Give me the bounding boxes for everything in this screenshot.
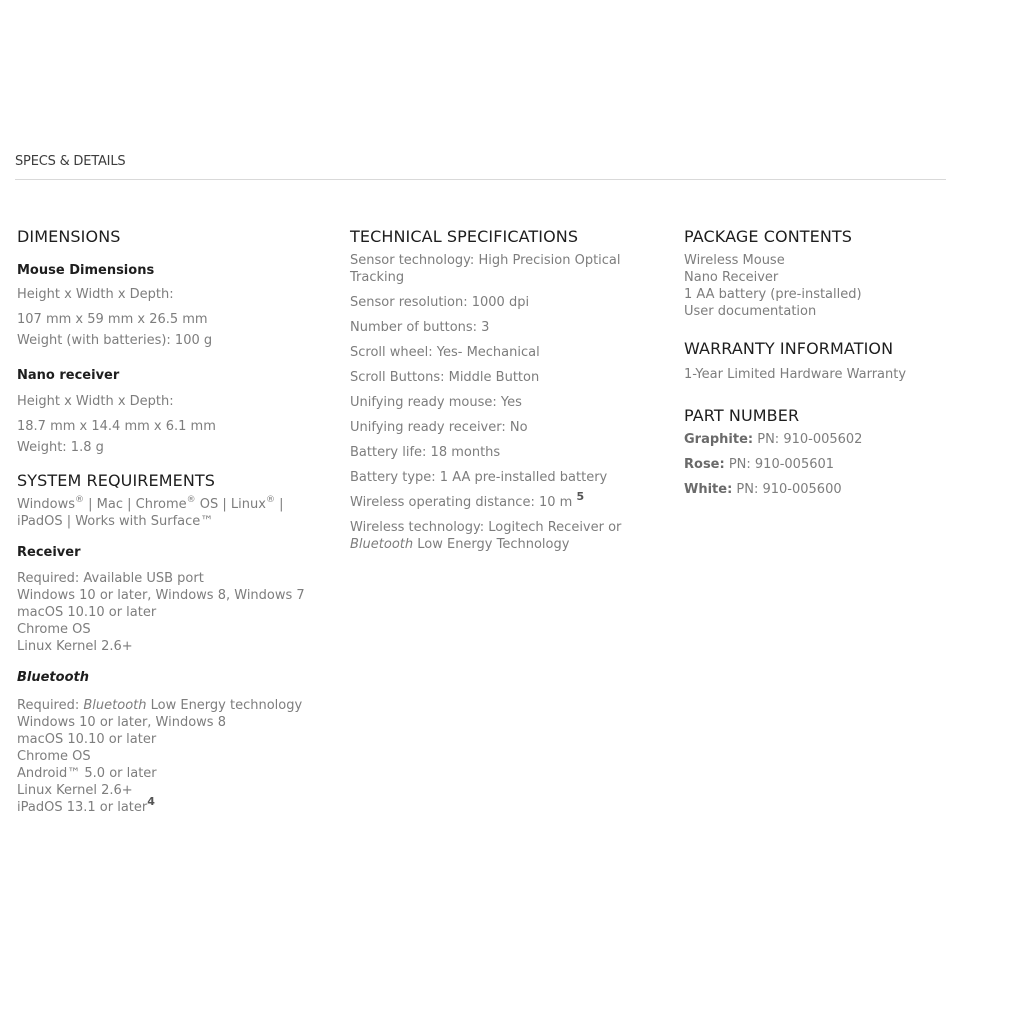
part-number-value: PN: 910-005602 <box>753 432 863 447</box>
section-divider <box>15 179 946 180</box>
nano-receiver-title: Nano receiver <box>17 368 120 383</box>
mouse-dimensions-title: Mouse Dimensions <box>17 263 155 278</box>
bt-req-suffix: Low Energy technology <box>146 698 303 713</box>
bluetooth-requirement-line: Linux Kernel 2.6+ <box>17 783 133 798</box>
bluetooth-requirement-line: Android™ 5.0 or later <box>17 766 157 781</box>
tech-wireless <box>350 519 650 553</box>
technical-heading: TECHNICAL SPECIFICATIONS <box>350 227 579 246</box>
package-list <box>684 252 984 320</box>
part-number-item <box>684 456 984 473</box>
part-number-value: PN: 910-005600 <box>732 482 842 497</box>
bt-req-italic: Bluetooth <box>83 698 147 713</box>
package-item: 1 AA battery (pre-installed) <box>684 287 862 302</box>
footnote-marker: 5 <box>576 489 585 503</box>
part-color-label: Rose: <box>684 457 725 472</box>
tech-distance <box>350 489 650 511</box>
bluetooth-requirement-line: macOS 10.10 or later <box>17 732 157 747</box>
tech-spec-item: Scroll Buttons: Middle Button <box>350 370 540 385</box>
mouse-dims-label: Height x Width x Depth: <box>17 287 174 302</box>
tech-spec-item: Scroll wheel: Yes- Mechanical <box>350 345 540 360</box>
tech-spec-item: Battery type: 1 AA pre-installed battery <box>350 470 608 485</box>
reg-mark: ® <box>75 494 85 505</box>
os-mac-chrome: | Mac | Chrome <box>84 497 187 512</box>
receiver-dims-size: 18.7 mm x 14.4 mm x 6.1 mm <box>17 419 216 434</box>
receiver-weight: Weight: 1.8 g <box>17 440 104 455</box>
part-number-item <box>684 431 984 448</box>
os-chrome-linux: OS | Linux <box>195 497 266 512</box>
receiver-title: Receiver <box>17 545 81 560</box>
mouse-dims-size: 107 mm x 59 mm x 26.5 mm <box>17 312 208 327</box>
part-number-heading: PART NUMBER <box>684 406 800 425</box>
reg-mark: ® <box>186 494 196 505</box>
bluetooth-requirement-line: Windows 10 or later, Windows 8 <box>17 715 226 730</box>
package-heading: PACKAGE CONTENTS <box>684 227 853 246</box>
bluetooth-last-line <box>17 794 307 816</box>
os-compat-line2: iPadOS | Works with Surface™ <box>17 514 214 529</box>
part-number-value: PN: 910-005601 <box>724 457 835 472</box>
package-item: User documentation <box>684 304 817 319</box>
bluetooth-requirements <box>17 714 307 799</box>
warranty-heading: WARRANTY INFORMATION <box>684 339 894 358</box>
package-item: Nano Receiver <box>684 270 779 285</box>
bt-ipados: iPadOS 13.1 or later <box>17 800 148 815</box>
receiver-requirement-line: Linux Kernel 2.6+ <box>17 639 133 654</box>
receiver-requirement-line: Windows 10 or later, Windows 8, Windows 7 <box>17 588 305 603</box>
bluetooth-requirement-line: Chrome OS <box>17 749 91 764</box>
receiver-requirements <box>17 570 307 655</box>
mouse-weight: Weight (with batteries): 100 g <box>17 333 213 348</box>
part-number-item <box>684 481 984 498</box>
receiver-requirement-line: Required: Available USB port <box>17 571 204 586</box>
receiver-dims-label: Height x Width x Depth: <box>17 394 174 409</box>
receiver-requirement-line: Chrome OS <box>17 622 91 637</box>
column-technical <box>350 226 650 553</box>
receiver-requirement-line: macOS 10.10 or later <box>17 605 157 620</box>
wireless-italic: Bluetooth <box>350 537 414 552</box>
part-number-list <box>684 431 984 498</box>
specs-details-title: SPECS & DETAILS <box>15 154 126 169</box>
bluetooth-required <box>17 697 307 714</box>
tech-spec-item: Unifying ready receiver: No <box>350 420 528 435</box>
wireless-suffix: Low Energy Technology <box>413 537 570 552</box>
reg-mark: ® <box>265 494 275 505</box>
wireless-prefix: Wireless technology: Logitech Receiver or <box>350 520 622 535</box>
tech-spec-item: Sensor resolution: 1000 dpi <box>350 295 530 310</box>
part-color-label: White: <box>684 482 733 497</box>
os-tail: | <box>274 497 284 512</box>
technical-list <box>350 252 650 486</box>
tech-spec-item: Sensor technology: High Precision Optical Tracking <box>350 253 621 285</box>
os-compat-line <box>17 496 307 513</box>
column-dimensions-system <box>17 226 307 816</box>
part-color-label: Graphite: <box>684 432 754 447</box>
footnote-marker: 4 <box>147 794 155 808</box>
tech-spec-item: Battery life: 18 months <box>350 445 501 460</box>
bluetooth-title: Bluetooth <box>17 670 89 685</box>
tech-spec-item: Unifying ready mouse: Yes <box>350 395 522 410</box>
warranty-text: 1-Year Limited Hardware Warranty <box>684 367 907 382</box>
distance-text: Wireless operating distance: 10 m <box>350 495 573 510</box>
dimensions-heading: DIMENSIONS <box>17 227 121 246</box>
package-item: Wireless Mouse <box>684 253 785 268</box>
system-requirements-heading: SYSTEM REQUIREMENTS <box>17 471 216 490</box>
column-package-warranty-part <box>684 226 984 506</box>
os-windows: Windows <box>17 497 76 512</box>
tech-spec-item: Number of buttons: 3 <box>350 320 490 335</box>
bt-req-prefix: Required: <box>17 698 84 713</box>
